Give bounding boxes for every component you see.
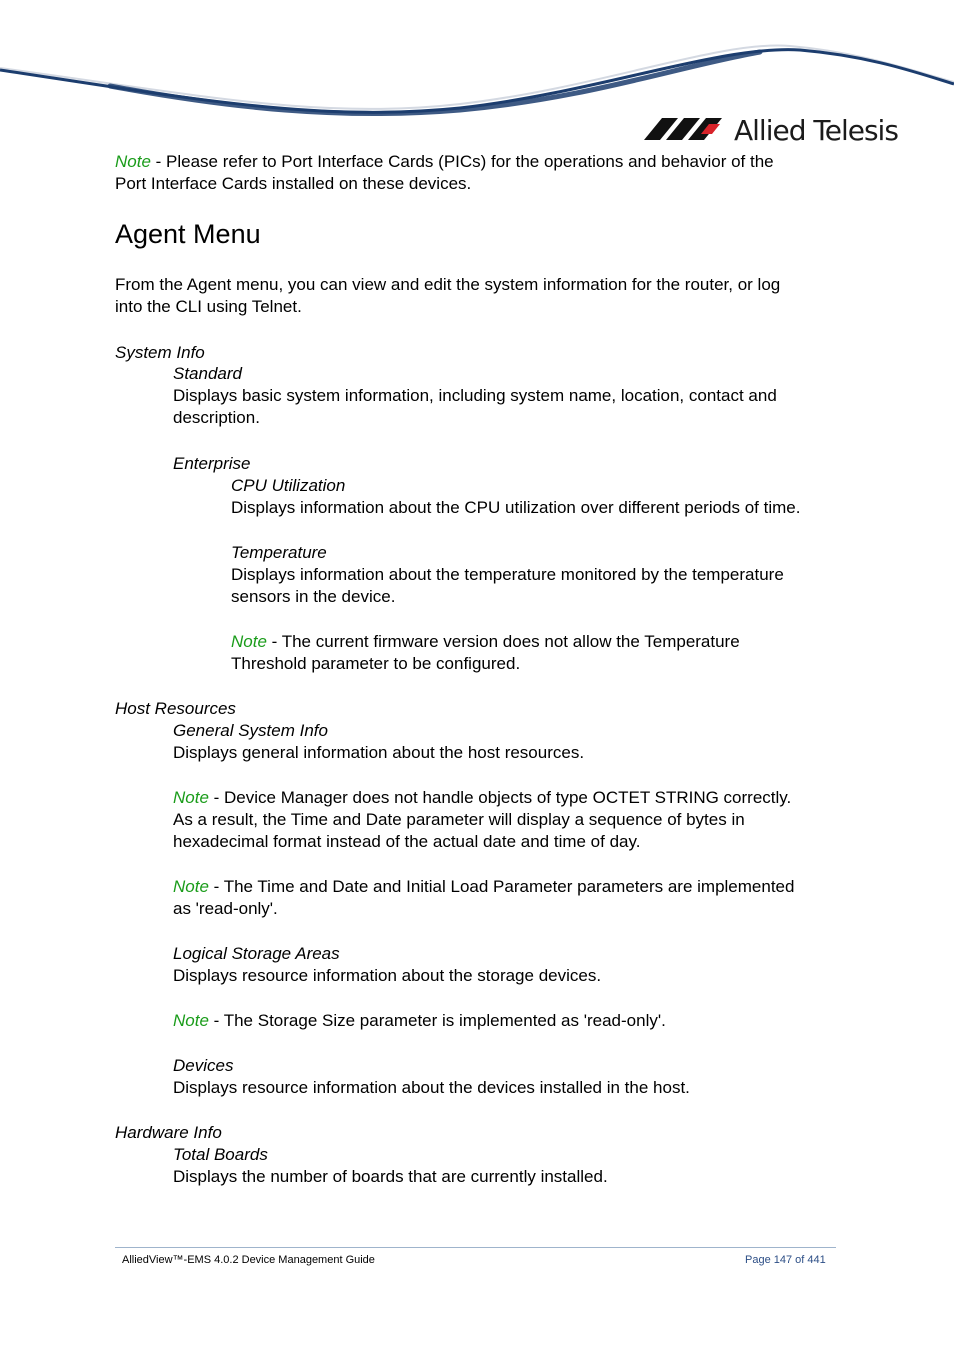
temperature-note-line-2: Threshold parameter to be configured. [231, 654, 521, 673]
general-note2-line-1: Note - The Time and Date and Initial Load Parameter parameters are implemented [173, 877, 795, 896]
standard-desc-line-2: description. [173, 408, 260, 427]
note-label: Note [115, 152, 151, 171]
enterprise-heading: Enterprise [173, 454, 251, 473]
cpu-utilization-desc: Displays information about the CPU utilization over different periods of time. [231, 498, 801, 517]
general-note1-line-3: hexadecimal format instead of the actual date and time of day. [173, 832, 641, 851]
allied-telesis-logo [644, 110, 900, 146]
hardware-info-heading: Hardware Info [115, 1123, 222, 1142]
general-system-info-desc: Displays general information about the host resources. [173, 743, 585, 762]
general-note1-line-2: As a result, the Time and Date parameter will display a sequence of bytes in [173, 810, 745, 829]
section-title: Agent Menu [115, 219, 261, 249]
intro-note-line-1: Note - Please refer to Port Interface Cards (PICs) for the operations and behavior of the [115, 152, 774, 171]
logical-storage-heading: Logical Storage Areas [173, 944, 340, 963]
section-intro-line-1: From the Agent menu, you can view and edit the system information for the router, or log [115, 275, 781, 294]
general-note1-line-1: Note - Device Manager does not handle objects of type OCTET STRING correctly. [173, 788, 792, 807]
standard-desc-line-1: Displays basic system information, including system name, location, contact and [173, 386, 777, 405]
system-info-heading: System Info [115, 343, 205, 362]
footer-page-number: Page 147 of 441 [745, 1254, 826, 1266]
note-label: Note [173, 877, 209, 896]
total-boards-desc: Displays the number of boards that are currently installed. [173, 1167, 608, 1186]
note-label: Note [173, 788, 209, 807]
note-label: Note [173, 1011, 209, 1030]
logical-storage-note: Note - The Storage Size parameter is implemented as 'read-only'. [173, 1011, 666, 1030]
logo-text: Allied Telesis [734, 114, 898, 146]
footer-guide-title: AlliedView™-EMS 4.0.2 Device Management Guide [122, 1254, 375, 1266]
intro-note-line-2: Port Interface Cards installed on these devices. [115, 174, 472, 193]
cpu-utilization-heading: CPU Utilization [231, 476, 346, 495]
section-intro-line-2: into the CLI using Telnet. [115, 297, 302, 316]
logical-storage-desc: Displays resource information about the storage devices. [173, 966, 602, 985]
general-note2-line-2: as 'read-only'. [173, 899, 278, 918]
devices-heading: Devices [173, 1056, 234, 1075]
temperature-desc-line-2: sensors in the device. [231, 587, 396, 606]
temperature-desc-line-1: Displays information about the temperature monitored by the temperature [231, 565, 784, 584]
footer-divider [115, 1247, 836, 1248]
temperature-note-line-1: Note - The current firmware version does not allow the Temperature [231, 632, 740, 651]
general-system-info-heading: General System Info [173, 721, 328, 740]
total-boards-heading: Total Boards [173, 1145, 268, 1164]
temperature-heading: Temperature [231, 543, 327, 562]
host-resources-heading: Host Resources [115, 699, 236, 718]
standard-heading: Standard [173, 364, 242, 383]
devices-desc: Displays resource information about the devices installed in the host. [173, 1078, 690, 1097]
note-label: Note [231, 632, 267, 651]
